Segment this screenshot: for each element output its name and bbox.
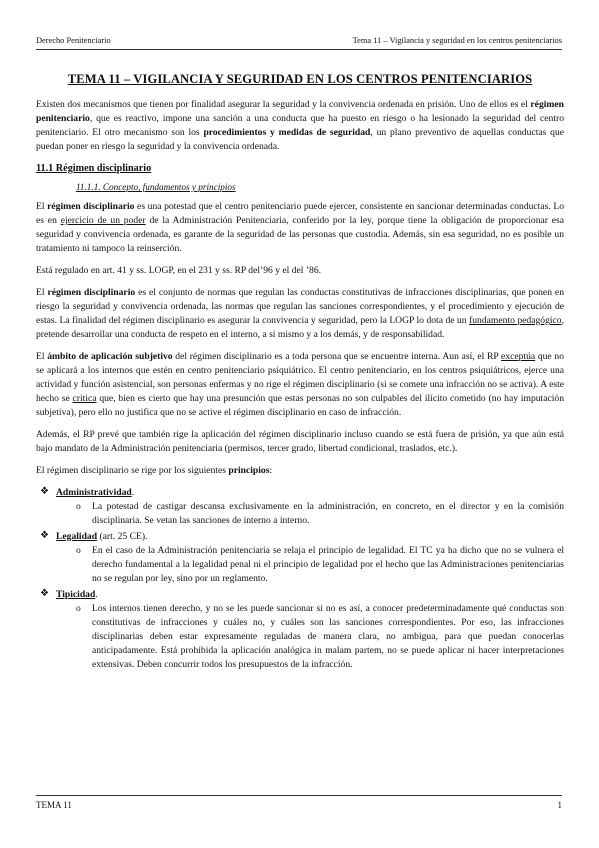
circle-bullet-icon: o bbox=[76, 603, 81, 614]
page-number: 1 bbox=[557, 800, 562, 810]
principle-item: ❖ Tipicidad. bbox=[40, 588, 98, 600]
principle-description: o En el caso de la Administración penitenciaria se relaja el principio de legalidad. El TC ya ha dicho que no se vulnera el derecho fundamental a la legalidad penal ni el principio de legalidad por el hecho que las Administraciones penitenciarias no se regulan por ley, sino por un reglamento. bbox=[76, 545, 564, 584]
principle-item: ❖ Administratividad. bbox=[40, 486, 135, 498]
paragraph-principles-intro: El régimen disciplinario se rige por los siguientes principios: bbox=[36, 465, 273, 476]
paragraph-scope: El ámbito de aplicación subjetivo del régimen disciplinario es a toda persona que se encuentre interna. Aun así, el RP exceptúa que no se aplicará a los internos que estén en centro penitenciario psiquiátrico. El centro penitenciario, en los centros psiquiátricos, ejerce una actividad y función asistencial, son personas enfermas y no rige el régimen disciplinario (si se comete una infracción no se activa). A este hecho se critica que, bien es cierto que hay una presunción que estas personas no son culpables del ilícito cometido (no hay imputación subjetiva), pero ello no justifica que no se active el régimen disciplinario en caso de infracción. bbox=[36, 351, 564, 418]
diamond-bullet-icon: ❖ bbox=[40, 486, 49, 497]
diamond-bullet-icon: ❖ bbox=[40, 588, 49, 599]
intro-paragraph: Existen dos mecanismos que tienen por finalidad asegurar la seguridad y la convivencia ordenada en prisión. Uno de ellos es el régimen penitenciario, que es reactivo, impone una sanción a una conducta que ha puesto en riesgo o ha lesionado la seguridad del centro penitenciario. El otro mecanismo son los procedimientos y medidas de seguridad, un plano preventivo de aquellas conductas que puedan poner en riesgo la seguridad y la convivencia ordenada. bbox=[36, 99, 565, 152]
document-title: TEMA 11 – VIGILANCIA Y SEGURIDAD EN LOS CENTROS PENITENCIARIOS bbox=[67, 72, 533, 86]
circle-bullet-icon: o bbox=[76, 545, 81, 556]
section-heading: 11.1 Régimen disciplinario bbox=[36, 163, 152, 174]
principle-description: o Los internos tienen derecho, y no se les puede sancionar si no es así, a conocer predeterminadamente qué conductas son constitutivas de infracciones y cuáles no, y cuáles son las sanciones correspondientes. Por eso, las infracciones disciplinarias deben estar expresamente reguladas de manera clara, no ambigua, para que puedan conocerlas anticipadamente. Está prohibida la aplicación analógica in malam partem, no se puede aplicar ni hacer interpretaciones extensivas. Deben concurrir todos los presupuestos de la infracción. bbox=[76, 603, 564, 670]
circle-bullet-icon: o bbox=[76, 501, 81, 512]
header-right: Tema 11 – Vigilancia y seguridad en los centros penitenciarios bbox=[352, 36, 562, 45]
subsection-heading: 11.1.1. Concepto, fundamentos y principios bbox=[76, 182, 236, 192]
paragraph-concept: El régimen disciplinario es una potestad que el centro penitenciario puede ejercer, consistente en sancionar determinadas conductas. Lo es en ejercicio de un poder de la Administración Penitenciaria, conferido por la ley, porque tiene la obligación de proporcionar esa seguridad y convivencia ordenada, es garante de la seguridad de las personas que custodia. Además, sin esa seguridad, no es posible un tratamiento ni tampoco la reinserción. bbox=[36, 201, 565, 254]
footer-left: TEMA 11 bbox=[36, 800, 72, 810]
paragraph-outside-prison: Además, el RP prevé que también rige la aplicación del régimen disciplinario incluso cuando se está fuera de prisión, ya que aún está bajo mandato de la Administración penitenciaria (permisos, tercer grado, libertad condicional, traslados, etc.). bbox=[36, 429, 564, 454]
diamond-bullet-icon: ❖ bbox=[40, 530, 49, 541]
page-footer bbox=[36, 795, 562, 812]
principles-list bbox=[36, 486, 564, 672]
header-left: Derecho Penitenciario bbox=[36, 36, 111, 45]
principle-item: ❖ Legalidad (art. 25 CE). bbox=[40, 530, 148, 542]
principle-description: o La potestad de castigar descansa exclusivamente en la administración, en concreto, en el director y en la comisión disciplinaria. Se vetan las sanciones de interno a interno. bbox=[76, 501, 564, 526]
paragraph-definition: El régimen disciplinario es el conjunto de normas que regulan las conductas constitutivas de infracciones disciplinarias, que ponen en riesgo la seguridad y convivencia ordenada, las normas que regulan las sanciones correspondientes, y el procedimiento y ejecución de estas. La finalidad del régimen disciplinario es asegurar la convivencia y seguridad, pero la LOGP lo dota de un fundamento pedagógico, pretende desarrollar una conducta de respeto en el interno, a sí mismo y a los demás, y de responsabilidad. bbox=[36, 287, 564, 340]
page-header bbox=[36, 36, 562, 50]
paragraph-regulation: Está regulado en art. 41 y ss. LOGP, en el 231 y ss. RP del’96 y el del ’86. bbox=[36, 265, 322, 276]
document-body bbox=[36, 66, 564, 674]
